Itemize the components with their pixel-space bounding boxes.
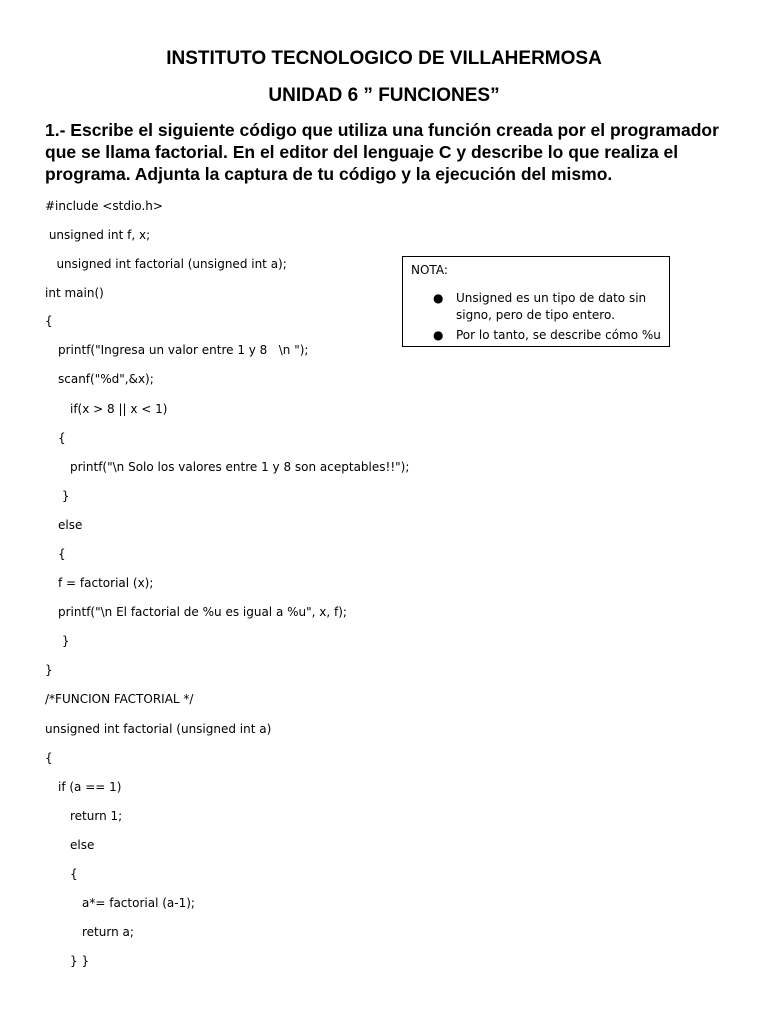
question-text: 1.- Escribe el siguiente código que utiliza una función creada por el programador que se llama factorial. En el editor del lenguaje C y describe lo que realiza el programa. Adjunta la captura de tu código y la ejecución del mismo. <box>45 120 719 184</box>
code-line: { <box>45 314 53 328</box>
code-line: if (a == 1) <box>58 780 122 794</box>
code-line: { <box>70 867 78 881</box>
unit-title: UNIDAD 6 ” FUNCIONES” <box>268 85 500 106</box>
code-line: printf("\n Solo los valores entre 1 y 8 son aceptables!!"); <box>70 460 410 474</box>
code-line: else <box>58 518 83 532</box>
note-item <box>403 290 669 324</box>
code-line: a*= factorial (a-1); <box>82 896 195 910</box>
note-item <box>403 327 669 344</box>
note-list <box>403 290 669 347</box>
code-line: unsigned int f, x; <box>45 228 151 242</box>
note-title: NOTA: <box>411 263 448 277</box>
code-line: { <box>58 547 66 561</box>
code-line: printf("Ingresa un valor entre 1 y 8 \n "); <box>58 343 309 357</box>
note-item-text: Por lo tanto, se describe cómo %u <box>456 328 661 342</box>
code-line: { <box>45 751 53 765</box>
code-line: printf("\n El factorial de %u es igual a %u", x, f); <box>58 605 347 619</box>
code-line: } <box>45 663 53 677</box>
bullet-icon: ● <box>433 291 444 305</box>
code-line: } <box>58 634 70 648</box>
code-line: } <box>58 489 70 503</box>
code-line: f = factorial (x); <box>58 576 154 590</box>
institute-title: INSTITUTO TECNOLOGICO DE VILLAHERMOSA <box>166 48 602 69</box>
code-line: } } <box>70 954 90 968</box>
code-line: #include <stdio.h> <box>45 199 163 213</box>
code-line: unsigned int factorial (unsigned int a); <box>45 257 287 271</box>
code-line: if(x > 8 || x < 1) <box>70 402 168 416</box>
code-line: /*FUNCION FACTORIAL */ <box>45 692 194 706</box>
code-line: scanf("%d",&x); <box>58 372 154 386</box>
code-line: return 1; <box>70 809 123 823</box>
code-line: unsigned int factorial (unsigned int a) <box>45 722 272 736</box>
note-item-text: Unsigned es un tipo de dato sin signo, pero de tipo entero. <box>456 291 647 322</box>
note-box <box>402 256 670 347</box>
code-line: { <box>58 431 66 445</box>
code-line: return a; <box>82 925 134 939</box>
code-line: int main() <box>45 286 104 300</box>
code-line: else <box>70 838 95 852</box>
bullet-icon: ● <box>433 328 444 342</box>
